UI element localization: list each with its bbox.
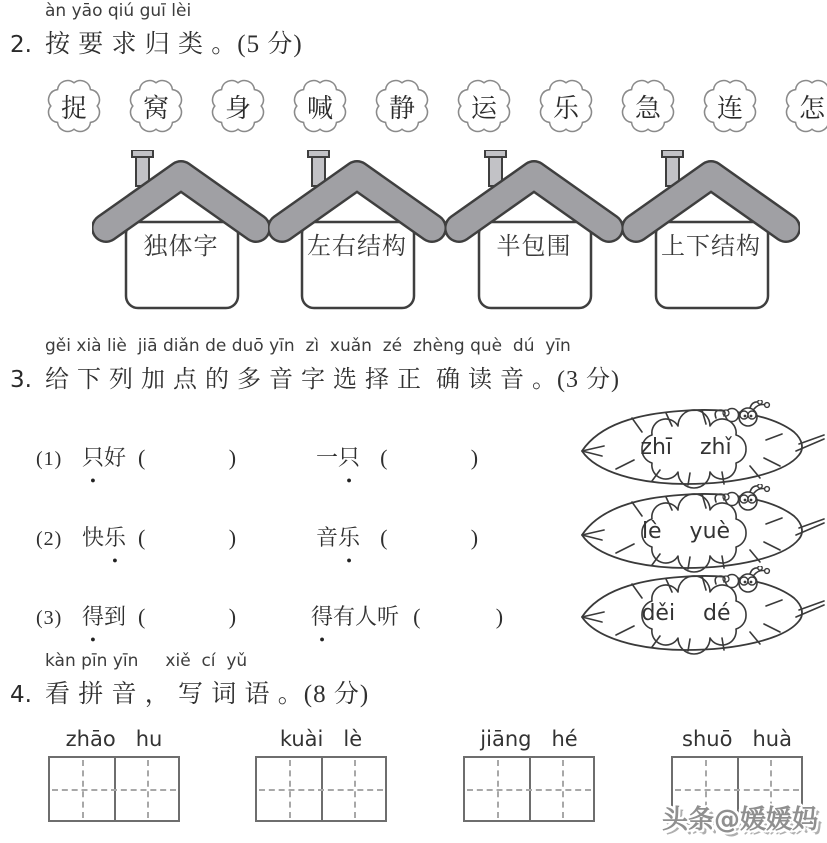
character-bubble-clipped bbox=[783, 77, 827, 135]
pinyin-options: děi dé bbox=[641, 601, 731, 626]
word-pre: 音 bbox=[316, 525, 339, 550]
emphasis-dot: ● bbox=[90, 634, 96, 644]
question-3-pinyin: gěi xià liè jiā diǎn de duō yīn zì xuǎn zé zhèng què dú yīn bbox=[45, 336, 571, 356]
grid-pinyin: jiāng hé bbox=[480, 727, 578, 751]
character-bubble bbox=[209, 77, 267, 135]
house-category-duti bbox=[92, 150, 270, 315]
paren-open: ( bbox=[413, 604, 421, 629]
leaf-caterpillar-illustration-1 bbox=[576, 400, 826, 490]
bubble-character: 身 bbox=[224, 93, 251, 123]
leaf-caterpillar-illustration-3 bbox=[576, 566, 826, 656]
word-yizhi bbox=[316, 441, 361, 485]
question-3-line bbox=[10, 359, 620, 394]
pinyin-options: lè yuè bbox=[641, 519, 731, 544]
writing-group-zhaohu bbox=[48, 727, 180, 822]
dotted-char-text: 乐 bbox=[338, 525, 361, 550]
writing-grid[interactable] bbox=[463, 756, 595, 822]
paren-close: ) bbox=[470, 445, 479, 470]
question-4-text: 看 拼 音 ， 写 词 语 。(8 分) bbox=[45, 680, 370, 708]
paren-open: ( bbox=[380, 525, 388, 550]
bubble-character: 乐 bbox=[552, 93, 579, 123]
watermark: 头条@媛媛妈 bbox=[662, 805, 819, 835]
character-bubble bbox=[701, 77, 759, 135]
character-bubble bbox=[455, 77, 513, 135]
question-2-pinyin: àn yāo qiú guī lèi bbox=[45, 1, 192, 21]
house-label: 独体字 bbox=[143, 234, 219, 260]
emphasis-dot: ● bbox=[90, 475, 96, 485]
grid-cell[interactable] bbox=[114, 758, 178, 820]
question-4-pinyin: kàn pīn yīn xiě cí yǔ bbox=[45, 651, 248, 671]
leaf-caterpillar-illustration-2 bbox=[576, 484, 826, 574]
character-bubble bbox=[373, 77, 431, 135]
paren-open: ( bbox=[138, 604, 146, 629]
bubble-character: 喊 bbox=[306, 93, 333, 123]
grid-pinyin: kuài lè bbox=[279, 727, 363, 751]
dotted-char bbox=[338, 521, 361, 565]
house-label: 半包围 bbox=[496, 234, 572, 260]
grid-cell[interactable] bbox=[257, 758, 321, 820]
row-number: (1) bbox=[36, 448, 63, 470]
bubble-character: 窝 bbox=[142, 93, 169, 123]
question-2-text: 按 要 求 归 类 。(5 分) bbox=[45, 30, 303, 58]
answer-blank[interactable] bbox=[138, 604, 236, 630]
paren-open: ( bbox=[138, 445, 146, 470]
grid-cell[interactable] bbox=[529, 758, 593, 820]
q3-row-2 bbox=[36, 521, 479, 565]
question-4-header bbox=[10, 652, 369, 710]
house-label: 上下结构 bbox=[661, 234, 761, 260]
answer-blank[interactable] bbox=[138, 525, 236, 551]
grid-cell[interactable] bbox=[50, 758, 114, 820]
question-3-number: 3. bbox=[10, 366, 32, 393]
bubble-character: 连 bbox=[716, 93, 743, 123]
question-2-header bbox=[10, 2, 303, 60]
paren-close: ) bbox=[470, 525, 479, 550]
word-yinyue bbox=[316, 521, 361, 565]
paren-open: ( bbox=[380, 445, 388, 470]
word-pre: 一 bbox=[316, 445, 339, 470]
q3-row-3 bbox=[36, 600, 504, 644]
answer-blank[interactable] bbox=[380, 445, 478, 471]
paren-close: ) bbox=[228, 525, 237, 550]
row-number: (3) bbox=[36, 607, 63, 629]
bubble-character: 急 bbox=[634, 93, 661, 123]
house-category-banbaowei bbox=[445, 150, 623, 315]
word-post: 到 bbox=[104, 604, 127, 629]
character-bubble bbox=[127, 77, 185, 135]
dotted-char bbox=[338, 441, 361, 485]
emphasis-dot: ● bbox=[346, 555, 352, 565]
writing-grid[interactable] bbox=[48, 756, 180, 822]
paren-close: ) bbox=[228, 445, 237, 470]
dotted-char-text: 乐 bbox=[104, 525, 127, 550]
word-deyourenting bbox=[311, 600, 400, 644]
writing-group-kuaile bbox=[255, 727, 387, 822]
dotted-char-text: 只 bbox=[338, 445, 361, 470]
q3-row-1 bbox=[36, 441, 479, 485]
question-2-number: 2. bbox=[10, 31, 32, 58]
word-zhihao bbox=[82, 441, 127, 485]
house-label: 左右结构 bbox=[307, 234, 407, 260]
writing-grid[interactable] bbox=[255, 756, 387, 822]
writing-group-jianghe bbox=[463, 727, 595, 822]
emphasis-dot: ● bbox=[346, 475, 352, 485]
emphasis-dot: ● bbox=[112, 555, 118, 565]
character-bubble bbox=[619, 77, 677, 135]
question-4-line bbox=[10, 674, 369, 710]
grid-cell[interactable] bbox=[465, 758, 529, 820]
bubble-character: 怎 bbox=[798, 93, 825, 123]
house-category-shangxia bbox=[622, 150, 800, 315]
question-2-line bbox=[10, 24, 303, 60]
character-bubbles-row bbox=[45, 77, 827, 135]
row-number: (2) bbox=[36, 528, 63, 550]
character-bubble bbox=[291, 77, 349, 135]
word-kuaile bbox=[82, 521, 127, 565]
paren-open: ( bbox=[138, 525, 146, 550]
dotted-char-text: 得 bbox=[311, 604, 334, 629]
dotted-char-text: 得 bbox=[82, 604, 105, 629]
grid-cell[interactable] bbox=[321, 758, 385, 820]
grid-pinyin: shuō huà bbox=[682, 727, 792, 751]
grid-pinyin: zhāo hu bbox=[65, 727, 163, 751]
question-3-text: 给 下 列 加 点 的 多 音 字 选 择 正 确 读 音 。(3 分) bbox=[45, 366, 620, 393]
dotted-char-text: 只 bbox=[82, 445, 105, 470]
answer-blank[interactable] bbox=[138, 445, 236, 471]
dotted-char bbox=[104, 521, 127, 565]
bubble-character: 捉 bbox=[60, 93, 87, 123]
character-bubble bbox=[45, 77, 103, 135]
house-category-zuoyou bbox=[268, 150, 446, 315]
paren-close: ) bbox=[228, 604, 237, 629]
question-3-header bbox=[10, 337, 620, 394]
word-post: 有人听 bbox=[333, 604, 400, 629]
word-pre: 快 bbox=[82, 525, 105, 550]
question-4-number: 4. bbox=[10, 681, 32, 708]
word-post: 好 bbox=[104, 445, 127, 470]
emphasis-dot: ● bbox=[319, 634, 325, 644]
paren-close: ) bbox=[495, 604, 504, 629]
bubble-character: 静 bbox=[388, 93, 415, 123]
dotted-char bbox=[82, 441, 105, 485]
bubble-character: 运 bbox=[470, 93, 497, 123]
answer-blank[interactable] bbox=[380, 525, 478, 551]
character-bubble bbox=[537, 77, 595, 135]
pinyin-options: zhī zhǐ bbox=[640, 435, 732, 460]
dotted-char bbox=[311, 600, 334, 644]
answer-blank[interactable] bbox=[413, 604, 503, 630]
dotted-char bbox=[82, 600, 105, 644]
word-dedao bbox=[82, 600, 127, 644]
